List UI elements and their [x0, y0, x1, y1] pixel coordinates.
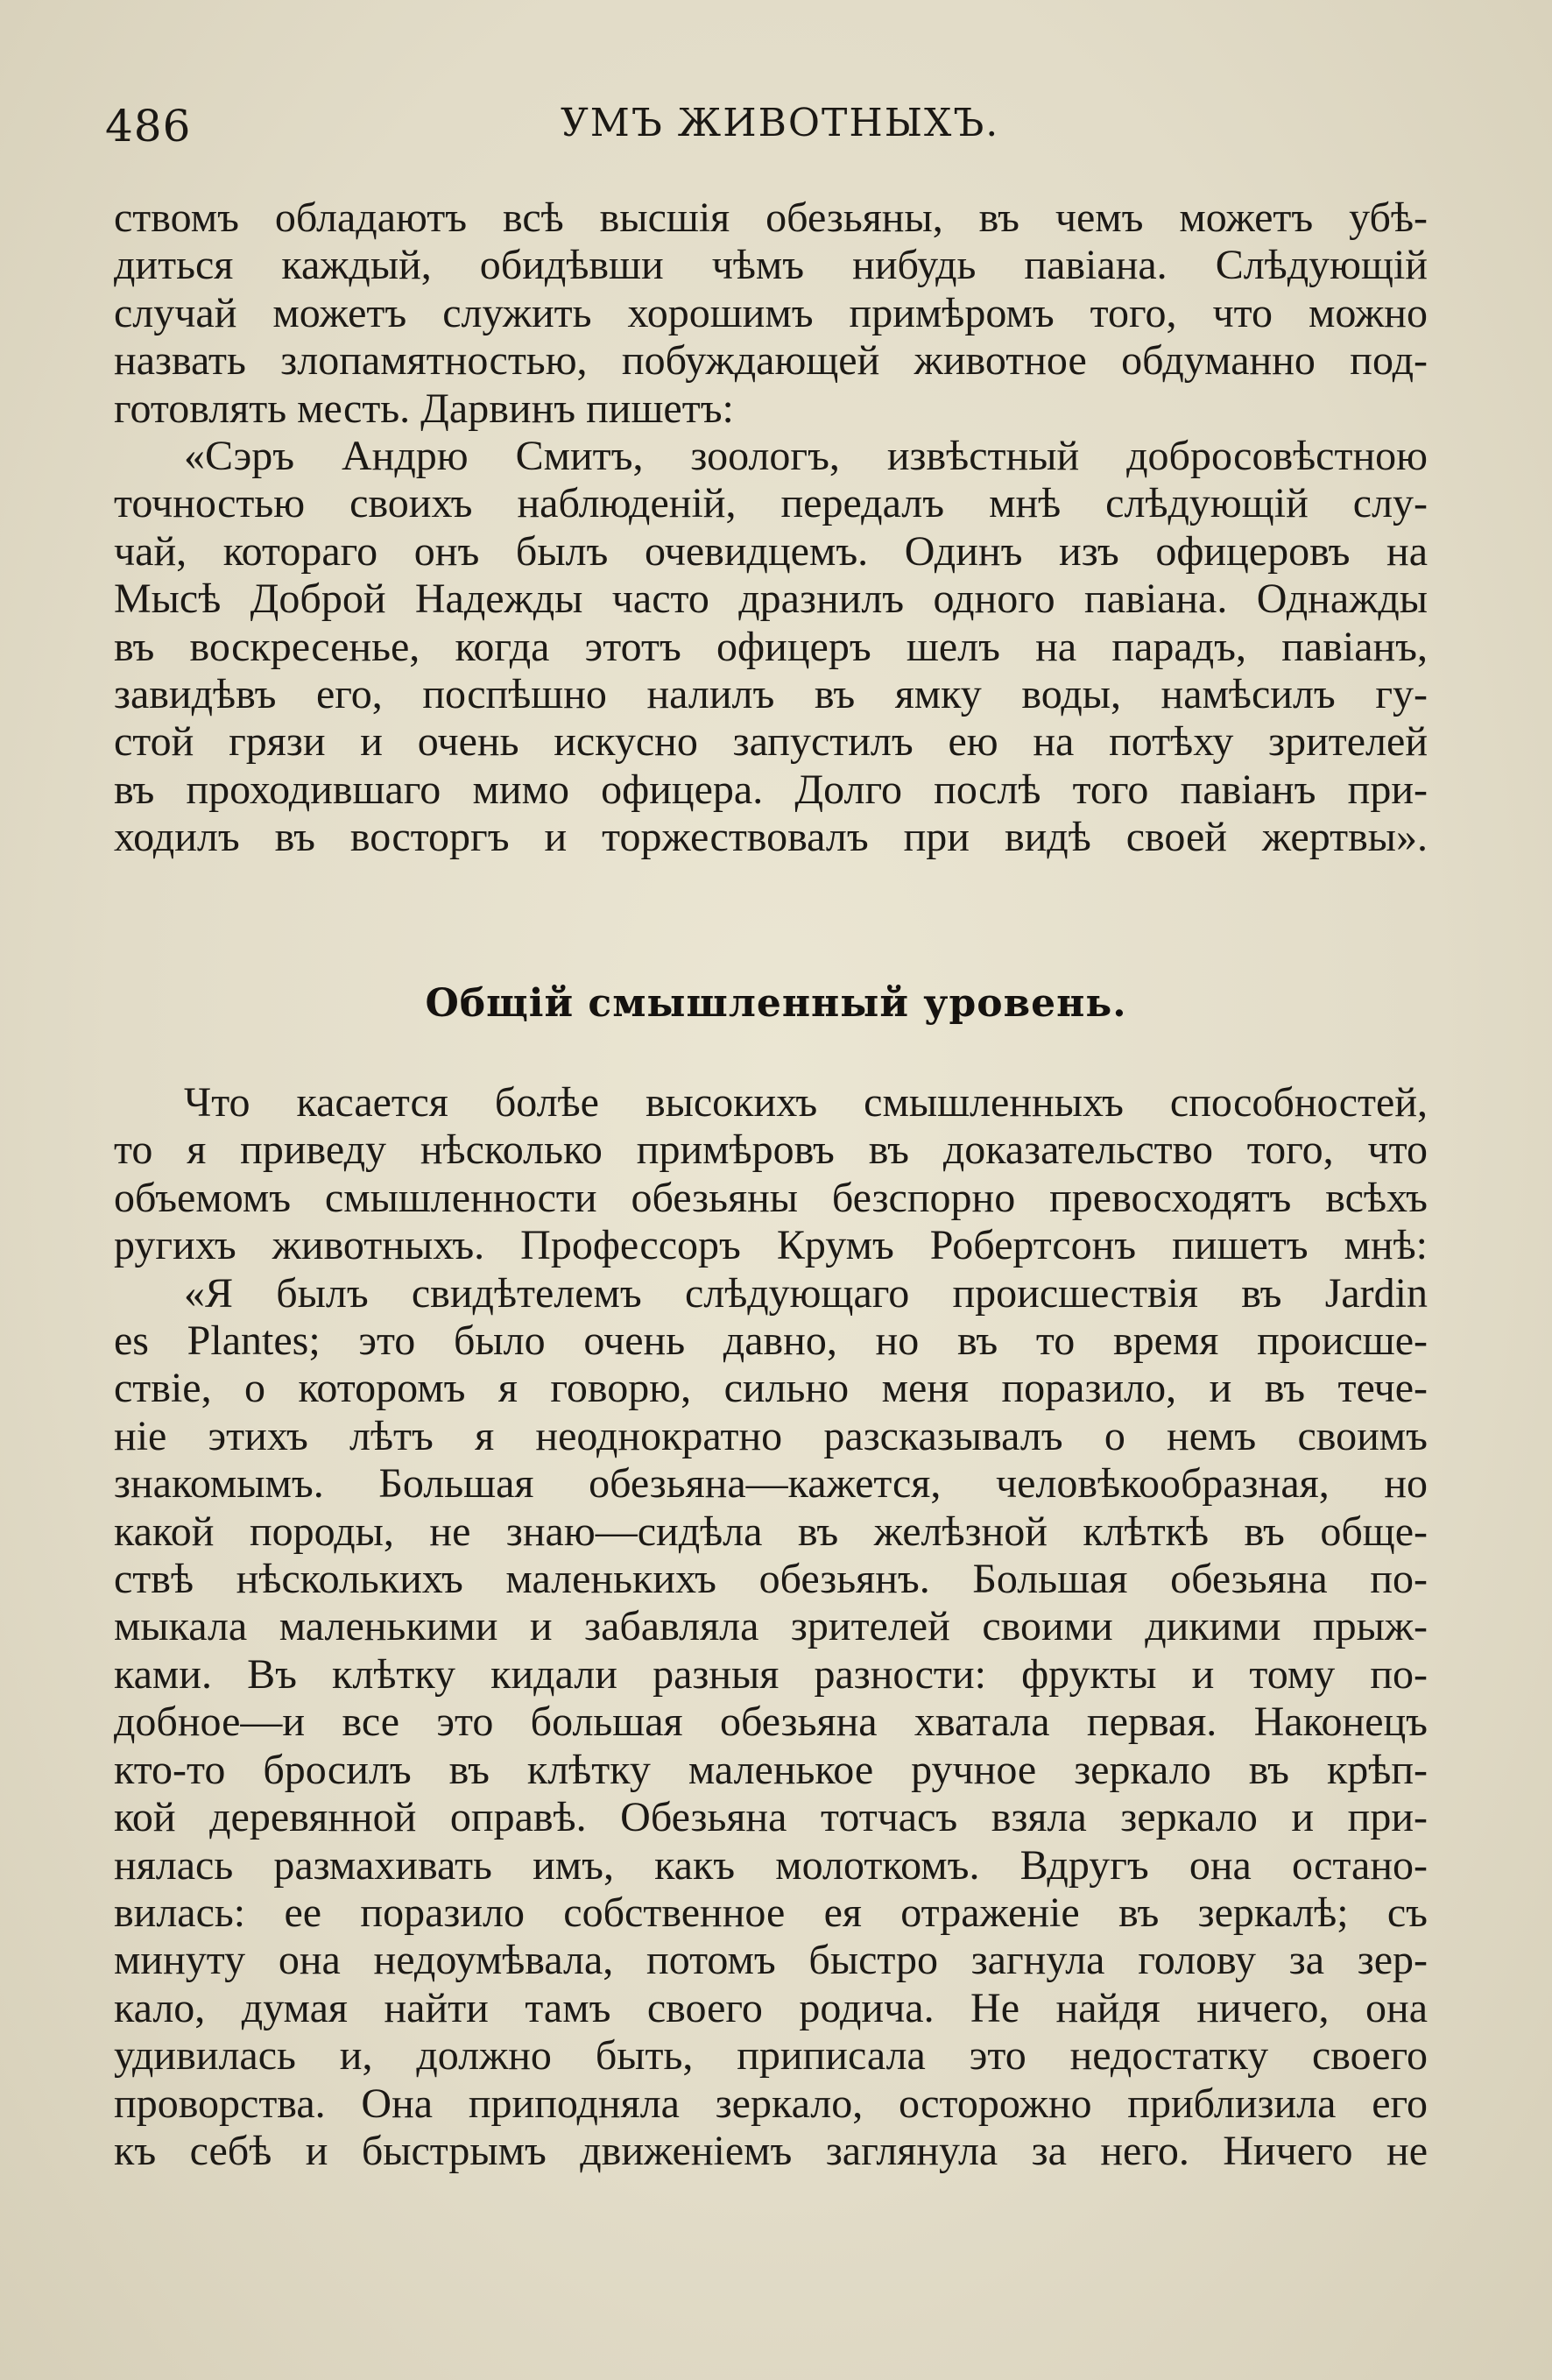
- text-line: въ проходившаго мимо офицера. Долго послѣ того павіанъ при-: [114, 766, 1428, 813]
- text-line: стой грязи и очень искусно запустилъ ею на потѣху зрителей: [114, 718, 1428, 766]
- text-line: удивилась и, должно быть, приписала это недостатку своего: [114, 2032, 1428, 2080]
- text-line: мыкала маленькими и забавляла зрителей своими дикими прыж-: [114, 1603, 1428, 1650]
- text-line: Мысѣ Доброй Надежды часто дразнилъ одного павіана. Однажды: [114, 576, 1428, 623]
- text-line: готовлять месть. Дарвинъ пишетъ:: [114, 385, 734, 432]
- text-line: ствѣ нѣсколькихъ маленькихъ обезьянъ. Большая обезьяна по-: [114, 1556, 1428, 1603]
- text-line: кой деревянной оправѣ. Обезьяна тотчасъ взяла зеркало и при-: [114, 1794, 1428, 1841]
- text-line: Что касается болѣе высокихъ смышленныхъ способностей,: [184, 1079, 1428, 1126]
- text-line: ніе этихъ лѣтъ я неоднократно разсказывалъ о немъ своимъ: [114, 1412, 1428, 1459]
- text-line: назвать злопамятностью, побуждающей животное обдуманно под-: [114, 337, 1428, 385]
- paragraph-block-1: [114, 194, 1428, 862]
- text-line: ходилъ въ восторгъ и торжествовалъ при видѣ своей жертвы».: [114, 814, 1428, 861]
- text-line: ствіе, о которомъ я говорю, сильно меня поразило, и въ тече-: [114, 1365, 1428, 1412]
- text-line: завидѣвъ его, поспѣшно налилъ въ ямку воды, намѣсилъ гу-: [114, 671, 1428, 718]
- text-line: то я приведу нѣсколько примѣровъ въ доказательство того, что: [114, 1126, 1428, 1174]
- text-line: «Я былъ свидѣтелемъ слѣдующаго происшествія въ Jardin: [184, 1269, 1428, 1317]
- text-line: диться каждый, обидѣвши чѣмъ нибудь павіана. Слѣдующій: [114, 242, 1428, 289]
- running-title: УМЪ ЖИВОТНЫХЪ.: [561, 101, 1000, 145]
- page-number: 486: [105, 101, 192, 152]
- text-line: ругихъ животныхъ. Профессоръ Крумъ Робертсонъ пишетъ мнѣ:: [114, 1222, 1428, 1269]
- text-line: случай можетъ служить хорошимъ примѣромъ того, что можно: [114, 289, 1428, 336]
- text-line: въ воскресенье, когда этотъ офицеръ шелъ на парадъ, павіанъ,: [114, 623, 1428, 670]
- text-line: проворства. Она приподняла зеркало, осторожно приблизила его: [114, 2080, 1428, 2127]
- text-line: добное—и все это большая обезьяна хватала первая. Наконецъ: [114, 1698, 1428, 1746]
- text-line: объемомъ смышленности обезьяны безспорно превосходятъ всѣхъ: [114, 1174, 1428, 1221]
- text-line: нялась размахивать имъ, какъ молоткомъ. Вдругъ она остано-: [114, 1841, 1428, 1889]
- text-line: вилась: ее поразило собственное ея отраженіе въ зеркалѣ; съ: [114, 1889, 1428, 1936]
- text-line: какой породы, не знаю—сидѣла въ желѣзной клѣткѣ въ обще-: [114, 1508, 1428, 1555]
- paragraph-block-2: [114, 1079, 1428, 2175]
- text-line: «Сэръ Андрю Смитъ, зоологъ, извѣстный добросовѣстною: [184, 433, 1428, 480]
- text-line: кало, думая найти тамъ своего родича. Не найдя ничего, она: [114, 1984, 1428, 2031]
- text-line: кто-то бросилъ въ клѣтку маленькое ручное зеркало въ крѣп-: [114, 1746, 1428, 1793]
- text-line: минуту она недоумѣвала, потомъ быстро загнула голову за зер-: [114, 1937, 1428, 1984]
- section-heading: Общій смышленный уровень.: [425, 981, 1127, 1026]
- text-line: знакомымъ. Большая обезьяна—кажется, человѣкообразная, но: [114, 1460, 1428, 1508]
- text-line: чай, котораго онъ былъ очевидцемъ. Одинъ изъ офицеровъ на: [114, 527, 1428, 575]
- text-line: точностью своихъ наблюденій, передалъ мнѣ слѣдующій слу-: [114, 480, 1428, 527]
- text-line: ствомъ обладаютъ всѣ высшія обезьяны, въ чемъ можетъ убѣ-: [114, 194, 1428, 241]
- text-line: ками. Въ клѣтку кидали разныя разности: фрукты и тому по-: [114, 1650, 1428, 1698]
- text-line: къ себѣ и быстрымъ движеніемъ заглянула за него. Ничего не: [114, 2127, 1428, 2174]
- page-header: [105, 101, 1445, 162]
- text-line: es Plantes; это было очень давно, но въ то время происше-: [114, 1317, 1428, 1365]
